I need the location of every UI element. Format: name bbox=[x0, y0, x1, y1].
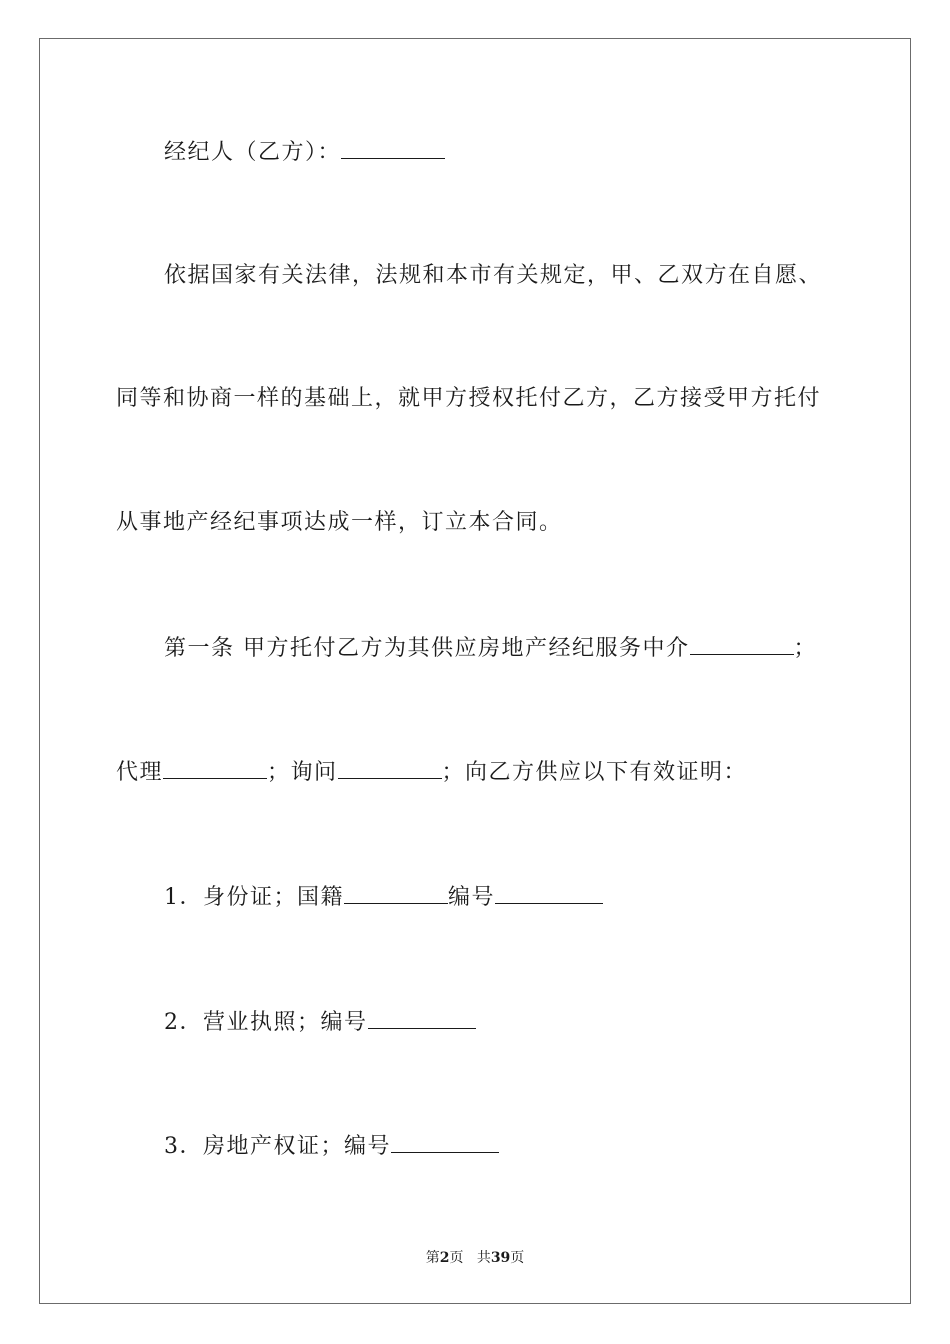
article-1-line-2 bbox=[116, 758, 747, 788]
item-1-number-label: 编号 bbox=[448, 885, 496, 910]
agent-party-b-line bbox=[164, 138, 445, 168]
item-1-id-nationality: 1．身份证；国籍 bbox=[164, 885, 344, 910]
item-2-business-license: 2．营业执照；编号 bbox=[164, 1010, 368, 1035]
page-suffix: 页 bbox=[449, 1250, 464, 1266]
article-1-semicolon: ； bbox=[793, 636, 818, 661]
page-border bbox=[39, 38, 911, 1304]
consulting-label: ；询问 bbox=[267, 760, 338, 785]
intermediary-blank bbox=[690, 634, 794, 655]
page-prefix: 第 bbox=[425, 1250, 440, 1266]
agency-blank bbox=[163, 758, 267, 779]
paragraph-intro-text-2: 同等和协商一样的基础上，就甲方授权托付乙方，乙方接受甲方托付 bbox=[116, 386, 822, 411]
item-3-property-certificate: 3．房地产权证；编号 bbox=[164, 1134, 391, 1159]
documents-intro: ；向乙方供应以下有效证明： bbox=[441, 760, 748, 785]
paragraph-intro-line-3 bbox=[116, 508, 563, 538]
consulting-blank bbox=[338, 758, 442, 779]
nationality-blank bbox=[344, 883, 448, 904]
agent-blank bbox=[341, 138, 445, 159]
page-number: 2 bbox=[439, 1250, 450, 1266]
id-number-blank bbox=[495, 883, 603, 904]
agency-label: 代理 bbox=[116, 760, 164, 785]
certificate-number-blank bbox=[391, 1132, 499, 1153]
total-suffix: 页 bbox=[510, 1250, 525, 1266]
paragraph-intro-line-2 bbox=[116, 384, 821, 414]
item-2-line bbox=[164, 1008, 476, 1038]
total-prefix: 共 bbox=[476, 1250, 491, 1266]
paragraph-intro-text-3: 从事地产经纪事项达成一样，订立本合同。 bbox=[116, 510, 563, 535]
license-number-blank bbox=[368, 1008, 476, 1029]
agent-party-b-label: 经纪人（乙方）： bbox=[164, 140, 342, 165]
paragraph-intro-text-1: 依据国家有关法律，法规和本市有关规定，甲、乙双方在自愿、 bbox=[164, 263, 823, 288]
total-pages: 39 bbox=[490, 1250, 511, 1266]
article-1-line-1 bbox=[164, 634, 817, 664]
item-1-line bbox=[164, 883, 603, 913]
page-footer bbox=[0, 1247, 950, 1267]
item-3-line bbox=[164, 1132, 499, 1162]
paragraph-intro-line-1 bbox=[164, 261, 822, 291]
article-1-text: 第一条 甲方托付乙方为其供应房地产经纪服务中介 bbox=[164, 636, 690, 661]
